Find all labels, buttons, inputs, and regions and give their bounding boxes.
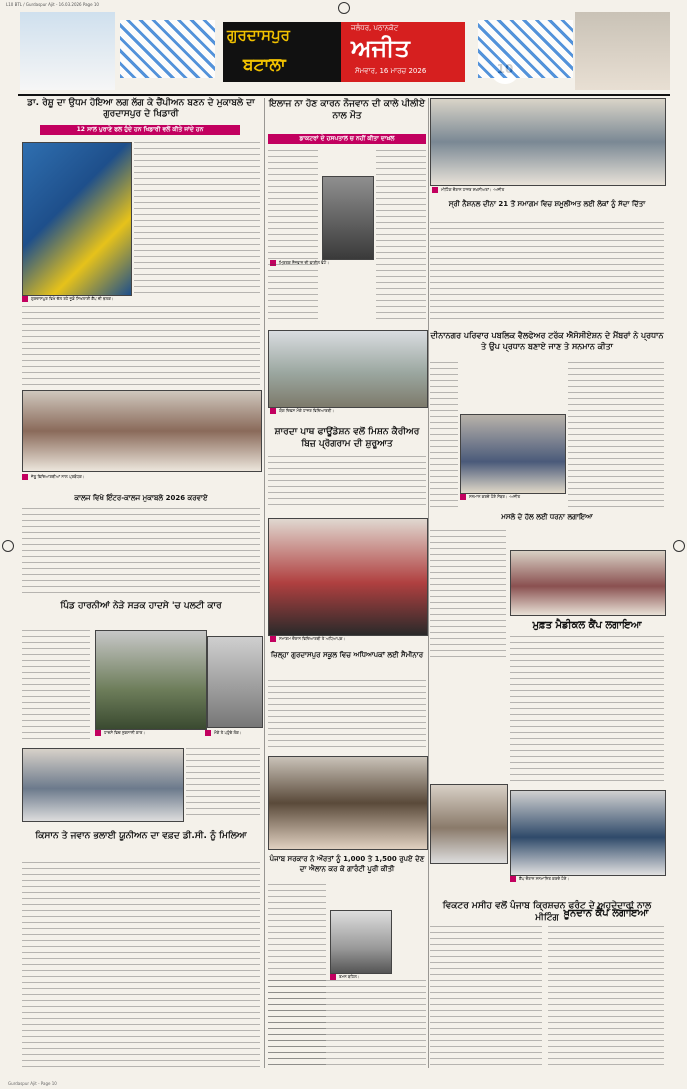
accident-text-2 [186, 748, 260, 820]
medical-caption: ਕੈਂਪ ਦੌਰਾਨ ਸਨਮਾਨਿਤ ਕਰਦੇ ਹੋਏ। [510, 876, 664, 882]
accident-caption-1: ਹਾਦਸੇ ਵਿਚ ਨੁਕਸਾਨੀ ਕਾਰ। [95, 730, 205, 736]
masthead [20, 12, 670, 90]
judo-photo [22, 142, 132, 296]
school-caption: ਸਮਾਗਮ ਦੌਰਾਨ ਵਿਦਿਆਰਥੀ ਤੇ ਅਧਿਆਪਕ। [270, 636, 424, 642]
accident-headline: ਪਿੰਡ ਹਾਰਨੀਆਂ ਨੇੜੇ ਸੜਕ ਹਾਦਸੇ 'ਚ ਪਲਟੀ ਕਾਰ [60, 601, 222, 611]
judo-text [134, 142, 260, 294]
print-slug: L10 BTL / Gurdaspur Ajit - 16.03.2026 Page 10 [6, 2, 99, 7]
college-headline: ਕਾਲਜ ਵਿਖੇ ਇੰਟਰ-ਕਾਲਜ ਮੁਕਾਬਲੇ 2026 ਕਰਵਾਏ [74, 494, 208, 502]
accident-caption-2: ਮੌਕੇ ਤੇ ਪਹੁੰਚੇ ਲੋਕ। [205, 730, 261, 736]
dinanagar-photo [460, 414, 566, 494]
judo-subheadline: 12 ਸਾਲ ਪੁਰਾਣੇ ਫਲ ਹੁੰਦੇ ਹਨ ਖਿਡਾਰੀ ਵਲੋਂ ਕੀਤੇ ਜਾਂਦੇ ਹਨ [40, 125, 240, 135]
footer-strip: Gurdaspur Ajit - Page 10 [8, 1081, 57, 1086]
judo-caption: ਗੁਰਦਾਸਪੁਰ ਵਿਖੇ ਚੱਲ ਰਹੇ ਜੂਡੋ ਸਿਖਲਾਈ ਕੈਂਪ ਦੀ ਝਲਕ। [22, 296, 260, 302]
sharda-headline: ਸ਼ਾਰਦਾ ਪਾਥ ਫਾਊਂਡੇਸ਼ਨ ਵਲੋਂ ਮਿਸ਼ਨ ਕੈਰੀਅਰ ਬਿਜ਼ ਪ੍ਰੋਗਰਾਮ ਦੀ ਸ਼ੁਰੂਆਤ [274, 427, 420, 449]
pension-text-2 [268, 980, 426, 1068]
accident-text [22, 630, 90, 740]
meeting-text [430, 222, 664, 322]
death-photo [322, 176, 374, 260]
death-caption: ਮ੍ਰਿਤਕ ਨੌਜਵਾਨ ਦੀ ਫਾਈਲ ਫੋਟੋ। [270, 260, 420, 266]
pension-photo [330, 910, 392, 974]
dinanagar-caption: ਸਨਮਾਨ ਕਰਦੇ ਹੋਏ ਮੈਂਬਰ। -ਅਜੀਤ [460, 494, 610, 500]
kisan-headline: ਕਿਸਾਨ ਤੇ ਜਵਾਨ ਭਲਾਈ ਯੂਨੀਅਨ ਦਾ ਵਫ਼ਦ ਡੀ.ਸੀ. ਨੂੰ ਮਿਲਿਆ [35, 831, 247, 841]
kisan-text [22, 862, 260, 1068]
protest-text [430, 530, 506, 660]
death-text-2 [376, 150, 426, 320]
medical-text [510, 636, 664, 784]
blood-camp-photo [430, 784, 508, 864]
top-rule [18, 94, 670, 96]
blood-text [548, 926, 664, 1068]
accident-photo-2 [207, 636, 263, 728]
protest-photo [510, 550, 666, 616]
school-headline: ਜ਼ਿਲ੍ਹਾ ਗੁਰਦਾਸਪੁਰ ਸਕੂਲ ਵਿਚ ਅਧਿਆਪਕਾਂ ਲਈ ਸੈਮੀਨਾਰ [270, 651, 424, 659]
masthead-logo: ਗੁਰਦਾਸਪੁਰ ਬਟਾਲਾ ਜਲੰਧਰ, ਪਠਾਨਕੋਟ ਅਜੀਤ ਸੋਮਵਾਰ, 16 ਮਾਰਚ 2026 [223, 22, 465, 82]
meeting-headline: ਸ੍ਰੀ ਨੈਸ਼ਨਲ ਦੀਨਾ 21 ਤੋਂ ਸਮਾਗਮ ਵਿਚ ਸ਼ਮੂਲੀਅਤ ਲਈ ਲੋਕਾਂ ਨੂੰ ਸੱਦਾ ਦਿੱਤਾ [448, 200, 646, 208]
death-headline: ਇਲਾਜ ਨਾ ਹੋਣ ਕਾਰਨ ਨੌਜਵਾਨ ਦੀ ਕਾਲੇ ਪੀਲੀਏ ਨਾਲ ਮੌਤ [269, 99, 425, 121]
death-subheadline: ਡਾਕਟਰਾਂ ਦੇ ਹਸਪਤਾਲ ਚ ਨਹੀਂ ਕੀਤਾ ਦਾਖ਼ਲ [268, 134, 426, 144]
protest-headline: ਮਸਲੇ ਦੇ ਹੱਲ ਲਈ ਧਰਨਾ ਲਗਾਇਆ [501, 513, 593, 521]
christian-headline: ਵਿਕਟਰ ਮਸੀਹ ਵਲੋਂ ਪੰਜਾਬ ਕ੍ਰਿਸ਼ਚਨ ਫਰੰਟ ਦੇ ਅਹੁਦੇਦਾਰਾਂ ਨਾਲ ਮੀਟਿੰਗ [442, 901, 652, 923]
accident-scene-photo [22, 748, 184, 822]
decorative-pattern [120, 20, 215, 78]
blood-headline: ਖ਼ੂਨਦਾਨ ਕੈਂਪ ਲਗਾਇਆ [563, 908, 649, 919]
pension-caption: ਰਮਨ ਬਹਿਲ। [330, 974, 390, 980]
christian-text [430, 926, 542, 1068]
college-text [22, 508, 260, 596]
medical-photo [510, 790, 666, 876]
judo-body [22, 306, 260, 390]
temple-photo-right [575, 12, 670, 90]
school-photo-2 [268, 756, 428, 850]
school-photo [268, 518, 428, 636]
college-caption: ਜੇਤੂ ਵਿਦਿਆਰਥੀਆਂ ਨਾਲ ਪ੍ਰਬੰਧਕ। [22, 474, 260, 480]
dinanagar-text-2 [568, 362, 664, 512]
death-text [268, 150, 318, 320]
dinanagar-headline: ਦੀਨਾਨਗਰ ਪਰਿਵਾਰ ਪਬਲਿਕ ਵੈਲਫੇਅਰ ਟਰੱਕ ਐਸੋਸੀਏਸ਼ਨ ਦੇ ਮੈਂਬਰਾਂ ਨੇ ਪ੍ਰਧਾਨ ਤੇ ਉਪ ਪ੍ਰਧਾਨ ਬਣਾਏ ਜਾਣ ਤੇ ਸਨਮਾਨ ਕੀਤਾ [430, 331, 664, 351]
pension-headline: ਪੰਜਾਬ ਸਰਕਾਰ ਨੇ ਔਰਤਾਂ ਨੂੰ 1,000 ਤੇ 1,500 ਰੁਪਏ ਦੇਣ ਦਾ ਐਲਾਨ ਕਰ ਕੇ ਗਾਰੰਟੀ ਪੂਰੀ ਕੀਤੀ [269, 855, 425, 873]
sharda-photo [268, 330, 428, 408]
decorative-pattern [478, 20, 573, 78]
college-photo [22, 390, 262, 472]
sharda-caption: ਯੋਗ ਦਿਵਸ ਮੌਕੇ ਹਾਜ਼ਰ ਵਿਦਿਆਰਥੀ। [270, 408, 424, 414]
meeting-photo [430, 98, 666, 186]
accident-photo [95, 630, 207, 730]
temple-photo-left [20, 12, 115, 90]
medical-headline: ਮੁਫ਼ਤ ਮੈਡੀਕਲ ਕੈਂਪ ਲਗਾਇਆ [532, 620, 642, 631]
judo-headline: ਡਾ. ਰੇਸ਼ੂ ਦਾ ਉਧਮ ਹੋਇਆ ਲਗ ਲੱਗ ਕੇ ਚੈਂਪੀਅਨ ਬਣਨ ਦੇ ਮੁਕਾਬਲੇ ਦਾ ਗੁਰਦਾਸਪੁਰ ਦੇ ਖਿਡਾਰੀ [27, 98, 255, 119]
school-text [268, 680, 426, 752]
meeting-caption: ਮੀਟਿੰਗ ਦੌਰਾਨ ਹਾਜ਼ਰ ਸ਼ਖ਼ਸੀਅਤਾਂ। -ਅਜੀਤ [432, 187, 662, 193]
sharda-text [268, 456, 426, 506]
column-rule [264, 98, 265, 1068]
registration-mark [673, 540, 685, 552]
column-rule [428, 98, 429, 1068]
dinanagar-text [430, 362, 458, 512]
registration-mark [2, 540, 14, 552]
